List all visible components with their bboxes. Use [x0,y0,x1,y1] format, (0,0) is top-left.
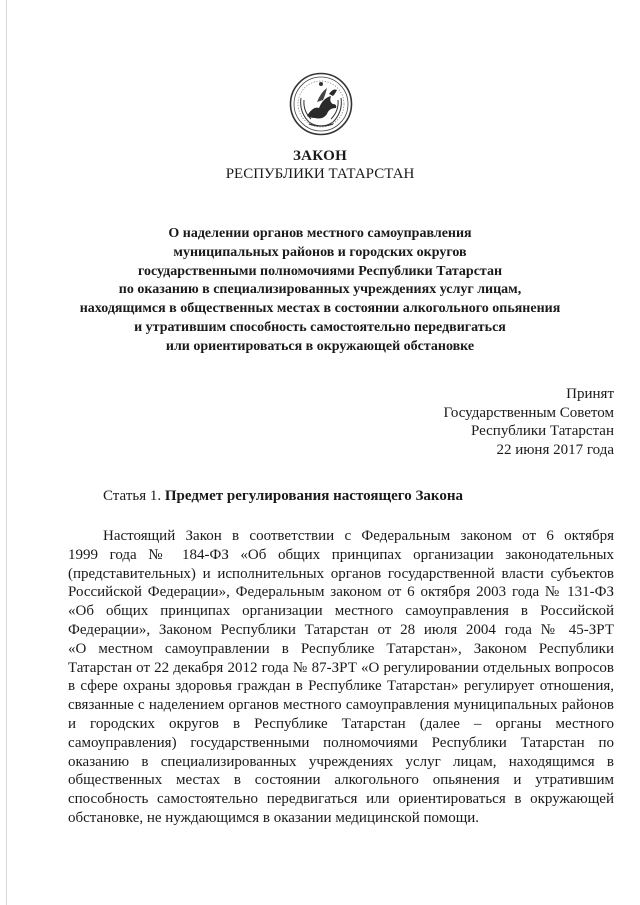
body-line: общественных местах в состоянии алкогольного опьянения и утратившим [68,772,614,789]
scan-edge-line [6,0,7,905]
body-line: самоуправления) государственными полномочиями Республики Татарстан по [68,734,614,751]
body-line: и городских округов в Республике Татарстан (далее – органы местного [68,715,614,732]
coat-of-arms-icon [289,72,353,136]
adoption-line: Государственным Советом [443,404,614,421]
article-body [68,527,614,828]
adoption-line: Принят [566,386,614,402]
title-line: находящимся в общественных местах в состоянии алкогольного опьянения [79,301,561,317]
body-line: 1999 года № 184-ФЗ «Об общих принципах организации законодательных [68,546,614,563]
law-heading: ЗАКОН [292,148,348,164]
title-line: государственными полномочиями Республики Татарстан [137,263,503,279]
body-line: (представительных) и исполнительных органов государственной власти субъектов [68,565,614,582]
adoption-date: 22 июня 2017 года [496,441,614,458]
body-line: Российской Федерации», Федеральным законом от 6 октября 2003 года № 131-ФЗ [68,584,614,601]
body-line: Татарстан от 22 декабря 2012 года № 87-ЗРТ «О регулировании отдельных вопросов [68,659,614,676]
republic-heading: РЕСПУБЛИКИ ТАТАРСТАН [225,166,415,182]
body-line: в сфере охраны здоровья граждан в Республике Татарстан» регулирует отношения, [68,678,614,695]
body-line: «О местном самоуправлении в Республике Татарстан», Законом Республики [68,640,614,657]
law-title [60,225,580,357]
article-heading [103,488,463,505]
article-title: Предмет регулирования настоящего Закона [164,488,463,504]
article-number: Статья 1. [103,488,162,504]
title-line: муниципальных районов и городских округов [173,244,467,260]
title-line: О наделении органов местного самоуправления [168,226,472,241]
adoption-block [444,385,615,459]
body-line: оказанию в специализированных учреждениях услуг лицам, находящимся в [68,753,614,770]
title-line: или ориентироваться в окружающей обстановке [165,338,475,354]
body-line: «Об общих принципах организации местного самоуправления в Российской [68,603,614,620]
body-line: способность самостоятельно передвигаться или ориентироваться в окружающей [68,791,614,808]
adoption-line: Республики Татарстан [470,423,614,439]
body-line: обстановке, не нуждающимся в оказании медицинской помощи. [68,809,480,826]
body-line: Федерации», Законом Республики Татарстан от 28 июля 2004 года № 45-ЗРТ [68,621,614,638]
title-line: по оказанию в специализированных учреждениях услуг лицам, [118,282,522,298]
title-line: и утратившим способность самостоятельно передвигаться [134,319,506,335]
body-line: Настоящий Закон в соответствии с Федеральным законом от 6 октября [103,528,614,544]
body-line: связанные с наделением органов местного самоуправления муниципальных районов [68,697,614,714]
